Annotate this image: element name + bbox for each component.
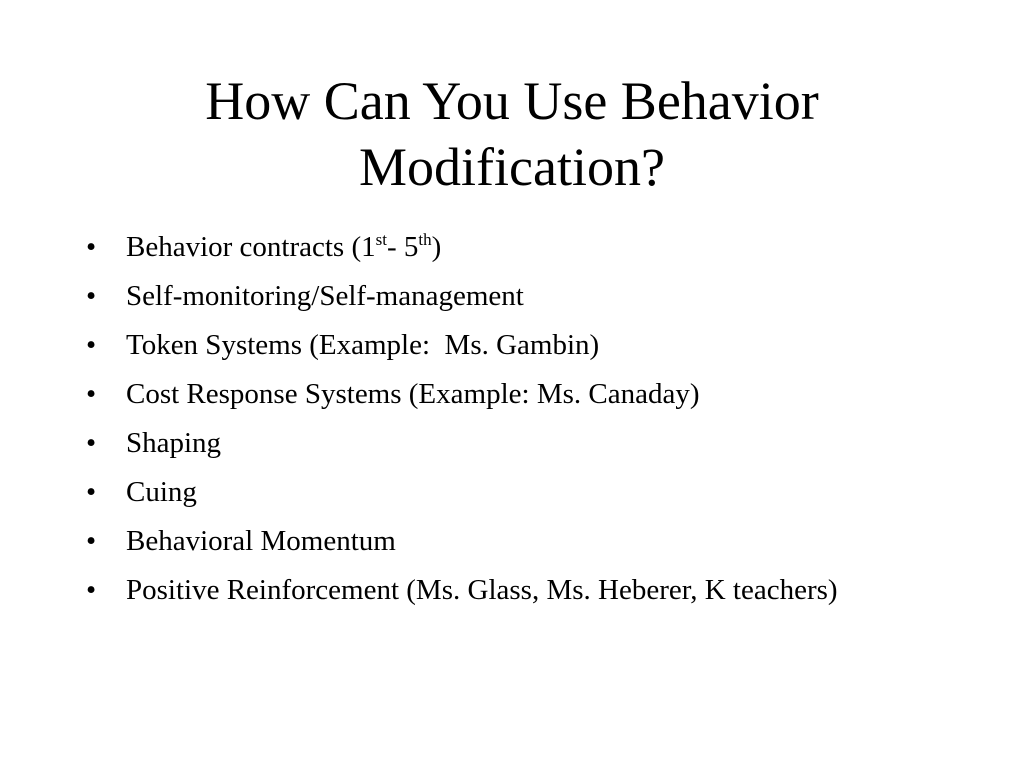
- bullet-item-cuing: [82, 473, 902, 511]
- bullet-item-token-systems: [82, 326, 902, 364]
- bullet-text-part: Behavior contracts (1: [126, 231, 376, 263]
- bullet-text: Positive Reinforcement (Ms. Glass, Ms. Heberer, K teachers): [126, 574, 838, 606]
- bullet-text-part: ): [431, 231, 442, 263]
- bullet-text: Cost Response Systems (Example: Ms. Canaday): [126, 378, 700, 410]
- bullet-text: Cuing: [126, 476, 197, 508]
- bullet-text: Behavioral Momentum: [126, 525, 396, 557]
- bullet-icon: •: [86, 476, 97, 508]
- bullet-icon: •: [86, 280, 97, 312]
- bullet-text-part: - 5: [386, 231, 419, 263]
- bullet-item-behavioral-momentum: [82, 522, 902, 560]
- superscript-th: th: [418, 230, 432, 249]
- slide-title-line-2: Modification?: [359, 137, 665, 197]
- bullet-icon: •: [86, 378, 97, 410]
- bullet-item-self-monitoring: [82, 277, 902, 315]
- bullet-text: Self-monitoring/Self-management: [126, 280, 524, 312]
- bullet-icon: •: [86, 329, 97, 361]
- bullet-item-shaping: [82, 424, 902, 462]
- slide-title: [80, 68, 944, 200]
- bullet-icon: •: [86, 427, 97, 459]
- bullet-item-behavior-contracts: [82, 228, 902, 266]
- bullet-icon: •: [86, 231, 97, 263]
- slide-title-line-1: How Can You Use Behavior: [205, 71, 819, 131]
- bullet-text: Token Systems (Example: Ms. Gambin): [126, 329, 600, 361]
- bullet-item-positive-reinforcement: [82, 571, 902, 609]
- bullet-list: [82, 228, 902, 620]
- bullet-item-cost-response: [82, 375, 902, 413]
- bullet-text: [126, 231, 441, 263]
- bullet-icon: •: [86, 525, 97, 557]
- bullet-icon: •: [86, 574, 97, 606]
- superscript-st: st: [375, 230, 387, 249]
- bullet-text: Shaping: [126, 427, 222, 459]
